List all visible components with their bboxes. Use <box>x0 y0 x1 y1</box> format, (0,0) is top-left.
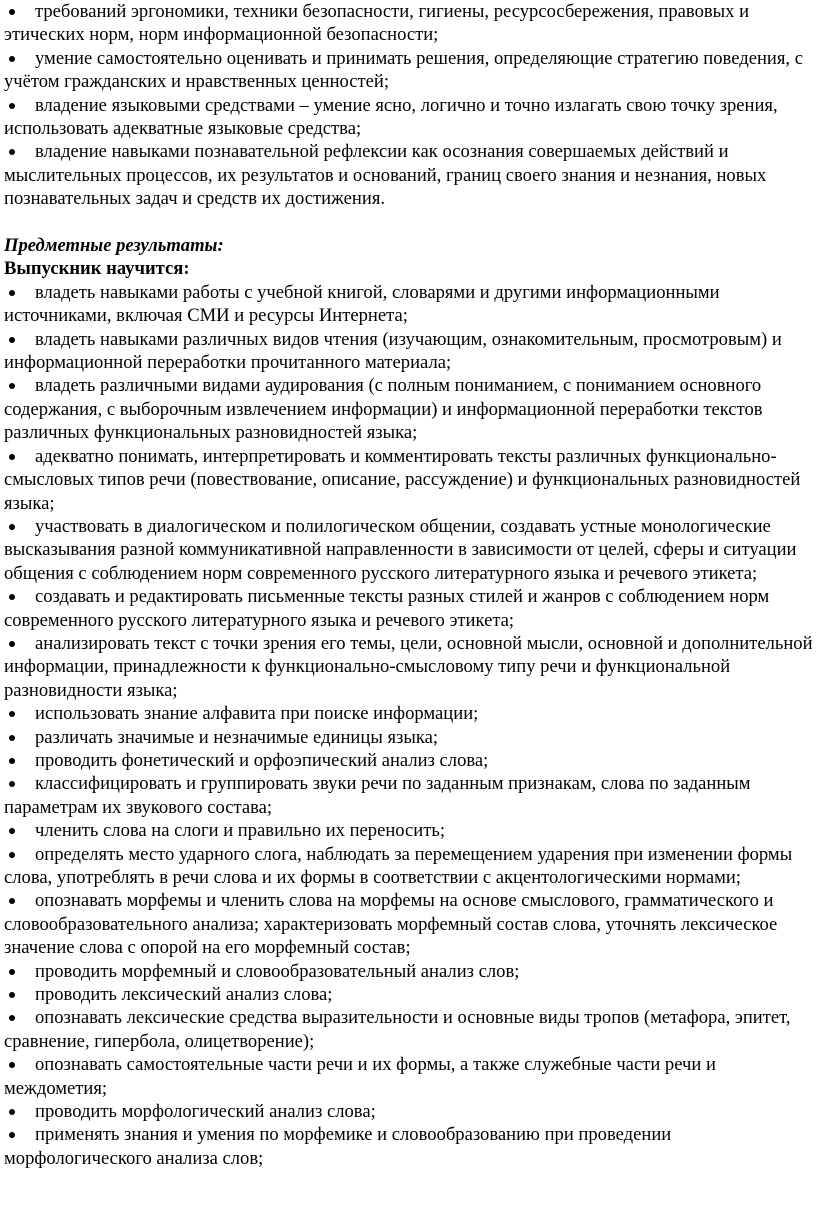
bullet-icon <box>9 454 15 460</box>
list-item <box>4 819 814 842</box>
list-item <box>4 749 814 772</box>
bullet-icon <box>9 1015 15 1021</box>
list-item-text: требований эргономики, техники безопасности, гигиены, ресурсосбережения, правовых и этических норм, норм информационной безопасности; <box>4 1 750 46</box>
list-item-text: умение самостоятельно оценивать и принимать решения, определяющие стратегию поведения, с учётом гражданских и нравственных ценностей; <box>4 47 803 93</box>
graduate-heading: Выпускник научится: <box>4 258 190 280</box>
list-item <box>4 374 814 444</box>
bullet-icon <box>9 1132 15 1138</box>
list-item <box>4 515 814 585</box>
list-item <box>4 281 814 328</box>
list-item-text: проводить морфологический анализ слова; <box>35 1101 376 1123</box>
bullet-icon <box>9 969 15 975</box>
list-item-text: использовать знание алфавита при поиске информации; <box>35 703 479 725</box>
list-item-text: проводить фонетический и орфоэпический анализ слова; <box>35 749 489 771</box>
list-item-text: членить слова на слоги и правильно их переносить; <box>35 820 446 842</box>
bullet-icon <box>9 641 15 647</box>
bullet-icon <box>9 852 15 858</box>
list-item-text: опознавать лексические средства выразительности и основные виды тропов (метафора, эпитет, сравнение, гипербола, олицетворение); <box>4 1007 791 1052</box>
competencies-list <box>4 0 814 211</box>
bullet-icon <box>9 758 15 764</box>
list-item-text: опознавать самостоятельные части речи и их формы, а также служебные части речи и междометия; <box>4 1054 716 1099</box>
list-item-text: создавать и редактировать письменные тексты разных стилей и жанров с соблюдением норм современного русского литературного языка и речевого этикета; <box>4 586 770 631</box>
list-item-text: проводить лексический анализ слова; <box>35 984 333 1006</box>
list-item <box>4 445 814 515</box>
bullet-icon <box>9 735 15 741</box>
bullet-icon <box>9 1062 15 1068</box>
learning-outcomes-list <box>4 281 814 1170</box>
list-item-text: определять место ударного слога, наблюдать за перемещением ударения при изменении формы слова, употреблять в речи слова и их формы в соответствии с акцентологическими нормами; <box>4 843 793 889</box>
bullet-icon <box>9 1109 15 1115</box>
list-item <box>4 726 814 749</box>
bullet-icon <box>9 828 15 834</box>
bullet-icon <box>9 9 15 15</box>
list-item <box>4 1123 814 1170</box>
bullet-icon <box>9 383 15 389</box>
list-item <box>4 1006 814 1053</box>
list-item <box>4 843 814 890</box>
bullet-icon <box>9 711 15 717</box>
bullet-icon <box>9 149 15 155</box>
bullet-icon <box>9 290 15 296</box>
document-page <box>4 0 814 1170</box>
list-item-text: проводить морфемный и словообразовательный анализ слов; <box>35 960 520 982</box>
blank-line <box>4 211 814 234</box>
list-item <box>4 47 814 94</box>
list-item-text: владеть навыками различных видов чтения (изучающим, ознакомительным, просмотровым) и информационной переработки прочитанного материала; <box>4 328 782 374</box>
list-item-text: анализировать текст с точки зрения его темы, цели, основной мысли, основной и дополнительной информации, принадлежности к функционально-смысловому типу речи и функциональной разновидности языка; <box>4 632 813 701</box>
list-item-text: владение навыками познавательной рефлексии как осознания совершаемых действий и мыслительных процессов, их результатов и оснований, границ своего знания и незнания, новых познавательных задач и средств их достижения. <box>4 141 767 210</box>
list-item <box>4 140 814 210</box>
bullet-icon <box>9 103 15 109</box>
list-item-text: различать значимые и незначимые единицы языка; <box>35 726 439 748</box>
list-item <box>4 702 814 725</box>
list-item <box>4 0 814 47</box>
list-item <box>4 983 814 1006</box>
list-item-text: владеть различными видами аудирования (с полным пониманием, с пониманием основного содержания, с выборочным извлечением информации) и информационной переработки текстов различных функциональных разновидностей языка; <box>4 375 763 444</box>
list-item-text: адекватно понимать, интерпретировать и комментировать тексты различных функционально-смысловых типов речи (повествование, описание, рассуждение) и функциональных разновидностей языка; <box>4 445 801 514</box>
list-item-text: владение языковыми средствами – умение ясно, логично и точно излагать свою точку зрения, использовать адекватные языковые средства; <box>4 94 778 140</box>
list-item <box>4 94 814 141</box>
list-item <box>4 632 814 702</box>
list-item <box>4 585 814 632</box>
list-item-text: классифицировать и группировать звуки речи по заданным признакам, слова по заданным параметрам их звукового состава; <box>4 773 751 818</box>
list-item <box>4 960 814 983</box>
list-item-text: участвовать в диалогическом и полилогическом общении, создавать устные монологические высказывания разной коммуникативной направленности в зависимости от целей, сферы и ситуации общения с соблюдением норм современного русского литературного языка и речевого этикета; <box>4 515 797 584</box>
list-item-text: опознавать морфемы и членить слова на морфемы на основе смыслового, грамматического и словообразовательного анализа; характеризовать морфемный состав слова, уточнять лексическое значение слова с опорой на его морфемный состав; <box>4 890 778 959</box>
list-item <box>4 1100 814 1123</box>
bullet-icon <box>9 56 15 62</box>
bullet-icon <box>9 594 15 600</box>
bullet-icon <box>9 337 15 343</box>
subject-results-heading: Предметные результаты: <box>4 235 224 257</box>
list-item <box>4 772 814 819</box>
bullet-icon <box>9 781 15 787</box>
list-item-text: применять знания и умения по морфемике и словообразованию при проведении морфологического анализа слов; <box>4 1124 672 1169</box>
list-item-text: владеть навыками работы с учебной книгой, словарями и другими информационными источниками, включая СМИ и ресурсы Интернета; <box>4 281 720 327</box>
list-item <box>4 889 814 959</box>
bullet-icon <box>9 898 15 904</box>
bullet-icon <box>9 524 15 530</box>
bullet-icon <box>9 992 15 998</box>
list-item <box>4 328 814 375</box>
list-item <box>4 1053 814 1100</box>
